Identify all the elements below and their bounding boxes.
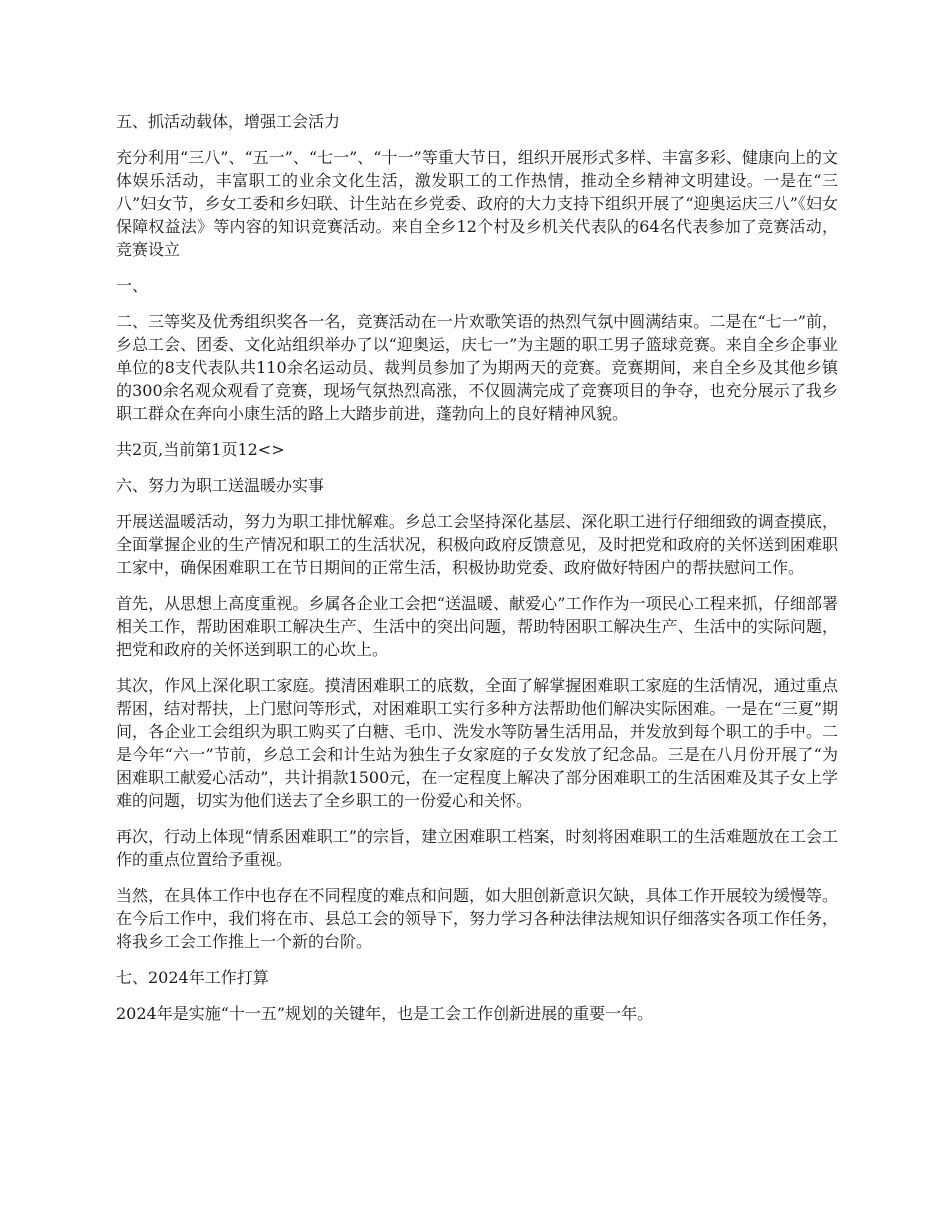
section-heading-7: 七、2024年工作打算 xyxy=(116,968,269,987)
paragraph-first: 首先，从思想上高度重视。乡属各企业工会把“送温暖、献爱心”工作作为一项民心工程来抓，仔细部署相关工作，帮助困难职工解决生产、生活中的突出问题，帮助特困职工解决生产、生活中的实际问题，把党和政府的关怀送到职工的心坎上。 xyxy=(116,594,838,659)
paragraph-plan: 2024年是实施“十一五”规划的关键年，也是工会工作创新进展的重要一年。 xyxy=(116,1004,654,1023)
paragraph-warmth: 开展送温暖活动，努力为职工排忧解难。乡总工会坚持深化基层、深化职工进行仔细细致的调查摸底，全面掌握企业的生产情况和职工的生活状况，积极向政府反馈意见，及时把党和政府的关怀送到困难职工家中，确保困难职工在节日期间的正常生活，积极协助党委、政府做好特困户的帮扶慰问工作。 xyxy=(116,512,838,577)
document-body xyxy=(116,110,838,1038)
paragraph-competition: 二、三等奖及优秀组织奖各一名，竞赛活动在一片欢歌笑语的热烈气氛中圆满结束。二是在“七一”前，乡总工会、团委、文化站组织举办了以“迎奥运，庆七一”为主题的职工男子篮球竞赛。来自全乡企事业单位的8支代表队共110余名运动员、裁判员参加了为期两天的竞赛。竞赛期间，来自全乡及其他乡镇的300余名观众观看了竞赛，现场气氛热烈高涨，不仅圆满完成了竞赛项目的争夺，也充分展示了我乡职工群众在奔向小康生活的路上大踏步前进，蓬勃向上的良好精神风貌。 xyxy=(116,312,838,423)
section-heading-5: 五、抓活动载体，增强工会活力 xyxy=(116,112,341,131)
paragraph-third: 再次，行动上体现“情系困难职工”的宗旨，建立困难职工档案，时刻将困难职工的生活难题放在工会工作的重点位置给予重视。 xyxy=(116,827,838,869)
section-heading-6: 六、努力为职工送温暖办实事 xyxy=(116,476,325,495)
paragraph-activities: 充分利用“三八”、“五一”、“七一”、“十一”等重大节日，组织开展形式多样、丰富多彩、健康向上的文体娱乐活动，丰富职工的业余文化生活，激发职工的工作热情，推动全乡精神文明建设。一是在“三八”妇女节，乡女工委和乡妇联、计生站在乡党委、政府的大力支持下组织开展了“迎奥运庆三八”《妇女保障权益法》等内容的知识竞赛活动。来自全乡12个村及乡机关代表队的64名代表参加了竞赛活动，竞赛设立 xyxy=(116,148,838,259)
paragraph-problems: 当然，在具体工作中也存在不同程度的难点和问题，如大胆创新意识欠缺，具体工作开展较为缓慢等。在今后工作中，我们将在市、县总工会的领导下，努力学习各种法律法规知识仔细落实各项工作任务，将我乡工会工作推上一个新的台阶。 xyxy=(116,886,838,951)
paragraph-fragment: 一、 xyxy=(116,276,149,295)
paragraph-second: 其次，作风上深化职工家庭。摸清困难职工的底数，全面了解掌握困难职工家庭的生活情况，通过重点帮困，结对帮扶，上门慰问等形式，对困难职工实行多种方法帮助他们解决实际困难。一是在“三夏”期间，各企业工会组织为职工购买了白糖、毛巾、洗发水等防暑生活用品，并发放到每个职工的手中。二是今年“六一”节前，乡总工会和计生站为独生子女家庭的子女发放了纪念品。三是在八月份开展了“为困难职工献爱心活动”，共计捐款1500元，在一定程度上解决了部分困难职工的生活困难及其子女上学难的问题，切实为他们送去了全乡职工的一份爱心和关怀。 xyxy=(116,676,838,810)
page-indicator: 共2页,当前第1页12<> xyxy=(116,440,285,459)
